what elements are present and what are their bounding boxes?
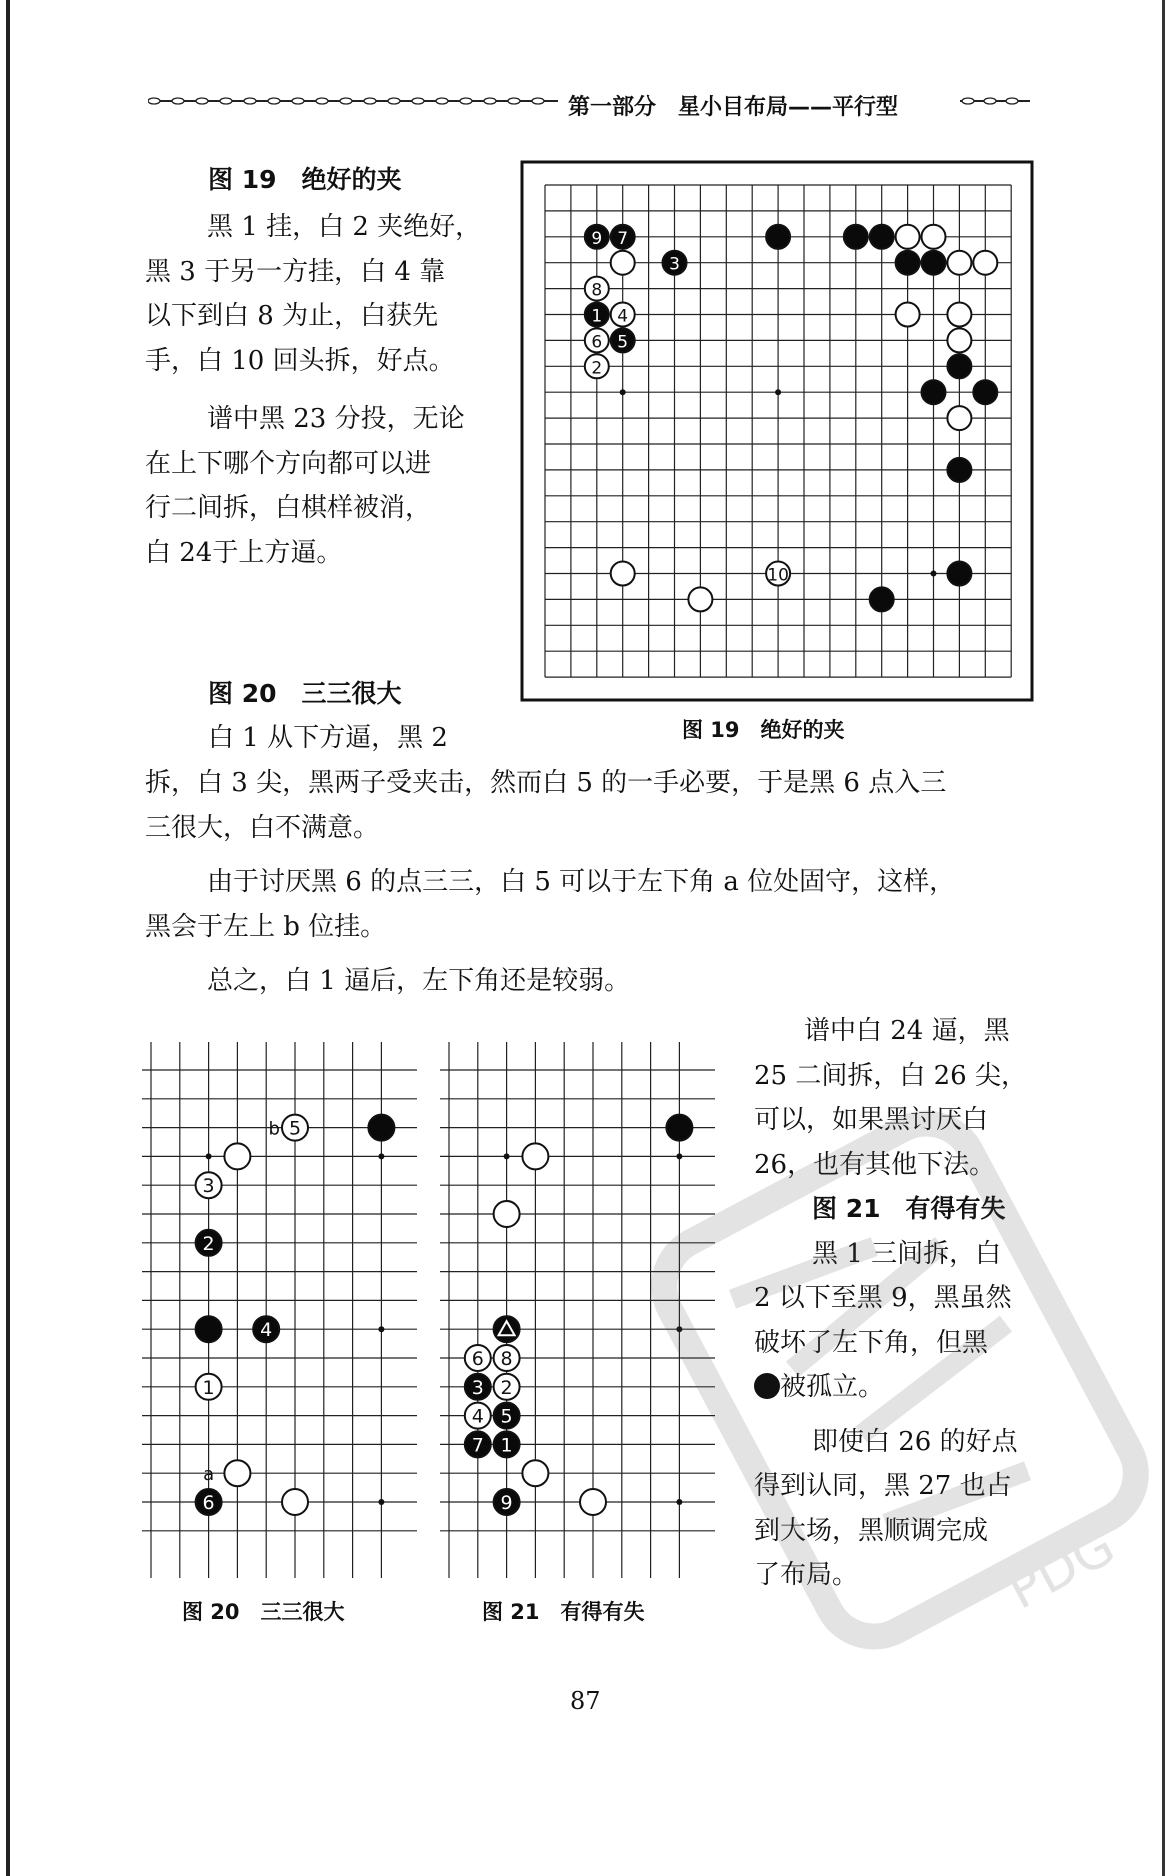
text-line: 25 二间拆，白 26 尖， bbox=[754, 1060, 1027, 1091]
text-fragment: 被孤立。 bbox=[780, 1372, 885, 1402]
stone-number: 1 bbox=[202, 1376, 215, 1399]
black-stone bbox=[922, 251, 946, 275]
black-stone bbox=[870, 225, 894, 249]
black-stone bbox=[947, 354, 971, 378]
stone-number: 6 bbox=[471, 1348, 484, 1370]
stone-number: 7 bbox=[471, 1434, 484, 1457]
white-stone bbox=[947, 251, 971, 275]
ornament-mark bbox=[508, 98, 520, 104]
black-stone bbox=[766, 225, 790, 249]
header-ornament-left bbox=[148, 94, 558, 108]
stone-number: 2 bbox=[500, 1376, 513, 1399]
stone-number: 6 bbox=[202, 1492, 215, 1514]
text-line: 得到认同，黑 27 也占 bbox=[754, 1471, 1012, 1501]
text-line: 26，也有其他下法。 bbox=[754, 1149, 996, 1180]
go-board-fig19 bbox=[520, 160, 1034, 702]
text-line: 谱中白 24 逼，黑 bbox=[804, 1016, 1010, 1046]
ornament-mark bbox=[388, 98, 400, 104]
black-stone bbox=[922, 380, 946, 404]
ornament-mark bbox=[148, 98, 160, 104]
white-stone bbox=[224, 1143, 250, 1169]
text-line: 三很大，白不满意。 bbox=[145, 812, 380, 843]
white-stone bbox=[494, 1201, 520, 1227]
text-line: 拆，白 3 尖，黑两子受夹击，然而白 5 的一手必要，于是黑 6 点入三 bbox=[145, 768, 947, 798]
text-line: 可以，如果黑讨厌白 bbox=[754, 1105, 989, 1135]
ornament-mark bbox=[412, 98, 424, 104]
star-point bbox=[775, 389, 781, 395]
white-stone bbox=[973, 251, 997, 275]
white-stone bbox=[922, 225, 946, 249]
white-stone bbox=[896, 225, 920, 249]
ornament-mark bbox=[196, 98, 208, 104]
black-stone bbox=[368, 1115, 394, 1141]
black-stone bbox=[973, 380, 997, 404]
stone-number: 4 bbox=[617, 306, 629, 327]
ornament-mark bbox=[962, 98, 974, 104]
fig20-caption: 图 20 三三很大 bbox=[182, 1600, 345, 1624]
stone-number: 2 bbox=[591, 358, 603, 379]
white-stone bbox=[580, 1489, 606, 1515]
white-stone bbox=[522, 1143, 548, 1169]
stone-number: 8 bbox=[591, 280, 603, 301]
page-left-border bbox=[6, 0, 10, 1876]
white-stone bbox=[611, 251, 635, 275]
star-point bbox=[620, 389, 626, 395]
stone-number: 5 bbox=[500, 1405, 513, 1428]
ornament-mark bbox=[984, 98, 996, 104]
page-right-border bbox=[1162, 0, 1165, 1876]
fig21-heading: 图 21 有得有失 bbox=[812, 1194, 1006, 1223]
ornament-mark bbox=[1006, 98, 1018, 104]
ornament-mark bbox=[220, 98, 232, 104]
stone-number: 3 bbox=[202, 1175, 215, 1198]
fig19-text bbox=[145, 205, 505, 575]
star-point bbox=[504, 1153, 510, 1159]
text-line: 破坏了左下角，但黑 bbox=[754, 1327, 989, 1358]
fig20-text bbox=[145, 761, 1045, 1004]
stone-number: 1 bbox=[500, 1434, 513, 1457]
stone-number: 9 bbox=[591, 228, 603, 249]
text-line: 谱中黑 23 分投，无论 bbox=[207, 404, 465, 434]
text-line: 白 1 从下方逼，黑 2 bbox=[208, 723, 448, 753]
text-line: 在上下哪个方向都可以进 bbox=[145, 448, 432, 479]
star-point bbox=[206, 1153, 212, 1159]
ornament-mark bbox=[316, 98, 328, 104]
stone-number: 2 bbox=[202, 1232, 215, 1255]
text-line: 黑 1 挂，白 2 夹绝好， bbox=[207, 212, 482, 242]
page-number: 87 bbox=[570, 1687, 601, 1715]
white-stone bbox=[282, 1489, 308, 1515]
watermark-stamp bbox=[640, 1080, 1160, 1680]
ornament-mark bbox=[532, 98, 544, 104]
text-line: 黑会于左上 b 位挂。 bbox=[145, 911, 387, 942]
white-stone bbox=[522, 1460, 548, 1486]
watermark-text: PDG bbox=[997, 1516, 1125, 1622]
black-stone bbox=[844, 225, 868, 249]
ornament-mark bbox=[364, 98, 376, 104]
text-line: 白 24于上方逼。 bbox=[145, 537, 343, 568]
black-stone bbox=[947, 562, 971, 586]
stone-number: 7 bbox=[617, 228, 629, 249]
ornament-mark bbox=[340, 98, 352, 104]
stone-number: 1 bbox=[591, 306, 603, 327]
stone-number: 6 bbox=[591, 332, 603, 353]
fig19-caption: 图 19 绝好的夹 bbox=[682, 718, 845, 742]
text-line: 手，白 10 回头拆，好点。 bbox=[145, 345, 455, 376]
stone-number: 9 bbox=[500, 1492, 513, 1514]
ornament-mark bbox=[244, 98, 256, 104]
star-point bbox=[378, 1326, 384, 1332]
stone-number: 3 bbox=[669, 254, 680, 275]
ornament-mark bbox=[436, 98, 448, 104]
black-stone bbox=[896, 251, 920, 275]
go-board-fig20 bbox=[142, 1042, 418, 1578]
text-line: 2 以下至黑 9，黑虽然 bbox=[754, 1283, 1012, 1313]
white-stone bbox=[947, 406, 971, 430]
stone-number: 3 bbox=[471, 1376, 484, 1399]
fig20-heading: 图 20 三三很大 bbox=[208, 679, 402, 708]
running-header: 第一部分 星小目布局——平行型 bbox=[568, 95, 899, 120]
ornament-mark bbox=[268, 98, 280, 104]
text-line: 由于讨厌黑 6 的点三三，白 5 可以于左下角 a 位处固守，这样， bbox=[207, 867, 956, 897]
star-point bbox=[931, 571, 937, 577]
text-line: 黑 1 三间拆，白 bbox=[812, 1238, 1002, 1269]
white-stone bbox=[947, 303, 971, 327]
text-line: 到大场，黑顺调完成 bbox=[754, 1515, 989, 1546]
text-line: 了布局。 bbox=[754, 1560, 859, 1590]
text-line: 黑 3 于另一方挂，白 4 靠 bbox=[145, 256, 446, 287]
ornament-mark bbox=[460, 98, 472, 104]
black-stone bbox=[870, 587, 894, 611]
stone-number: 5 bbox=[617, 332, 629, 353]
text-line: 即使白 26 的好点 bbox=[812, 1426, 1018, 1457]
star-point bbox=[378, 1499, 384, 1505]
stone-number: 5 bbox=[288, 1117, 302, 1140]
stone-number: 8 bbox=[500, 1348, 513, 1370]
star-point bbox=[378, 1153, 384, 1159]
white-stone bbox=[224, 1460, 250, 1486]
ornament-mark bbox=[172, 98, 184, 104]
header-ornament-right bbox=[960, 94, 1030, 108]
white-stone bbox=[611, 562, 635, 586]
black-stone bbox=[196, 1316, 222, 1342]
point-label: a bbox=[203, 1464, 215, 1486]
stone-number: 10 bbox=[767, 565, 789, 586]
black-stone bbox=[947, 458, 971, 482]
text-line: 总之，白 1 逼后，左下角还是较弱。 bbox=[207, 966, 631, 996]
text-line: 以下到白 8 为止，白获先 bbox=[145, 301, 439, 331]
ornament-mark bbox=[484, 98, 496, 104]
fig21-caption: 图 21 有得有失 bbox=[482, 1600, 645, 1624]
point-label: b bbox=[268, 1118, 280, 1140]
fig19-heading: 图 19 绝好的夹 bbox=[208, 165, 402, 194]
white-stone bbox=[896, 303, 920, 327]
white-stone bbox=[947, 328, 971, 352]
stone-number: 4 bbox=[260, 1319, 273, 1342]
stone-number: 4 bbox=[471, 1405, 484, 1428]
white-stone bbox=[688, 587, 712, 611]
text-line: 行二间拆，白棋样被消， bbox=[145, 493, 432, 523]
ornament-mark bbox=[292, 98, 304, 104]
